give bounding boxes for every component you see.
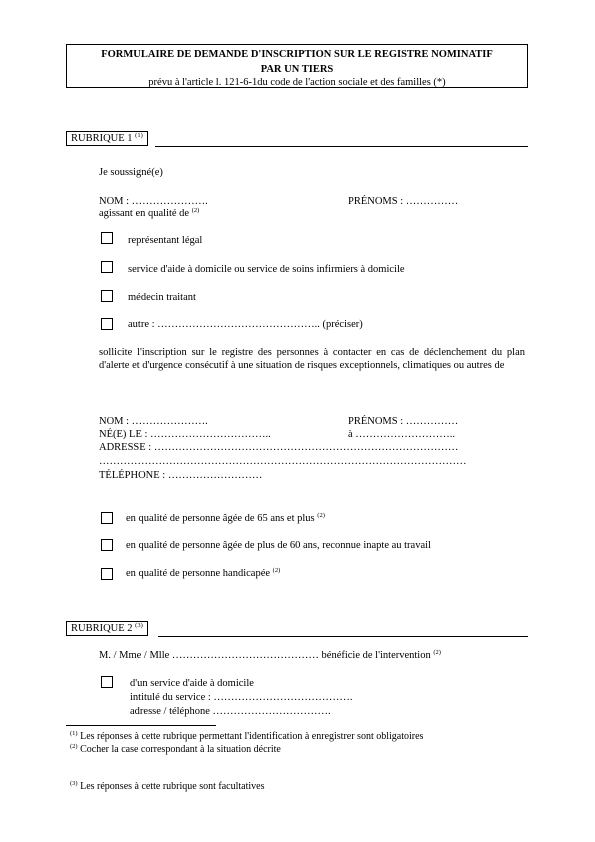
soussigne-text: Je soussigné(e) [99,167,163,178]
option-autre[interactable]: autre : ……………………………………….. (préciser) [128,319,363,330]
qualite-age-65: en qualité de personne âgée de 65 ans et plus $^{(2)}$ [126,512,325,524]
telephone-field[interactable]: TÉLÉPHONE : ……………………… [99,470,263,481]
agissant-text: agissant en qualité de $^{(2)}$ [99,207,200,219]
checkbox-medecin-traitant[interactable] [101,290,113,302]
prenoms-beneficiaire-field[interactable]: PRÉNOMS : …………… [348,416,459,427]
checkbox-handicapee[interactable] [101,568,113,580]
form-title-line2: PAR UN TIERS [260,64,334,75]
beneficiaire-line[interactable]: M. / Mme / Mlle …………………………………… bénéficie de l'intervention $^{(2)}$ [99,649,441,661]
qualite-handicapee-note-marker: (2) [272,567,281,574]
footnote-2-marker: (2) [70,743,78,750]
adresse-field-line2[interactable]: …………………………………………………………………………………………… [99,456,467,467]
form-subtitle: prévu à l'article l. 121-6-1du code de l'action sociale et des familles (*) [148,77,446,88]
footnote-3: $^{(3)}$ Les réponses à cette rubrique sont facultatives [70,780,265,792]
rubrique-1-note-marker: (1) [135,132,143,139]
intitule-service-field[interactable]: intitulé du service : …………………………………. [130,692,353,703]
rubrique-1-label: RUBRIQUE 1 $^{(1)}$ [66,131,148,146]
checkbox-service-aide-domicile[interactable] [101,676,113,688]
checkbox-age-65[interactable] [101,512,113,524]
agissant-note-marker: (2) [191,207,200,214]
rubrique-2-rule [158,636,528,637]
form-title-line1: FORMULAIRE DE DEMANDE D'INSCRIPTION SUR LE REGISTRE NOMINATIF [101,49,493,60]
checkbox-autre[interactable] [101,318,113,330]
checkbox-representant-legal[interactable] [101,232,113,244]
footnote-2: $^{(2)}$ Cocher la case correspondant à la situation décrite [70,743,281,755]
lieu-naissance-field[interactable]: à ……………………….. [348,429,456,440]
checkbox-age-60-inapte[interactable] [101,539,113,551]
rubrique-1-rule [155,146,528,147]
checkbox-service-aide[interactable] [101,261,113,273]
footnote-1: $^{(1)}$ Les réponses à cette rubrique permettant l'identification à enregistrer sont obligatoires [70,730,424,742]
nom-beneficiaire-field[interactable]: NOM : …………………. [99,416,208,427]
qualite-age-60-inapte: en qualité de personne âgée de plus de 60 ans, reconnue inapte au travail [126,540,431,551]
option-medecin-traitant: médecin traitant [128,292,196,303]
rubrique-2-label: RUBRIQUE 2 $^{(3)}$ [66,621,148,636]
option-representant-legal: représentant légal [128,235,203,246]
nom-field[interactable]: NOM : …………………. [99,196,208,207]
footnote-separator [66,725,216,726]
qualite-handicapee: en qualité de personne handicapée $^{(2)}$ [126,567,281,579]
sollicite-paragraph: sollicite l'inscription sur le registre des personnes à contacter en cas de déclenchement du plan d'alerte et d'urgence consécutif à une situation de risques exceptionnels, climatiques ou autres de [99,347,525,371]
form-title-box [66,44,528,88]
footnote-3-marker: (3) [70,780,78,787]
prenoms-field[interactable]: PRÉNOMS : …………… [348,196,459,207]
service-aide-domicile-text: d'un service d'aide à domicile [130,678,254,689]
footnote-1-marker: (1) [70,730,78,737]
qualite-age-65-note-marker: (2) [317,512,325,519]
date-naissance-field[interactable]: NÉ(E) LE : …………………………….. [99,429,271,440]
adresse-telephone-field[interactable]: adresse / téléphone ……………………………. [130,706,331,717]
rubrique-2-note-marker: (3) [135,622,143,629]
beneficiaire-note-marker: (2) [433,649,441,656]
adresse-field[interactable]: ADRESSE : …………………………………………………………………………… [99,442,459,453]
option-service-aide: service d'aide à domicile ou service de soins infirmiers à domicile [128,264,405,275]
